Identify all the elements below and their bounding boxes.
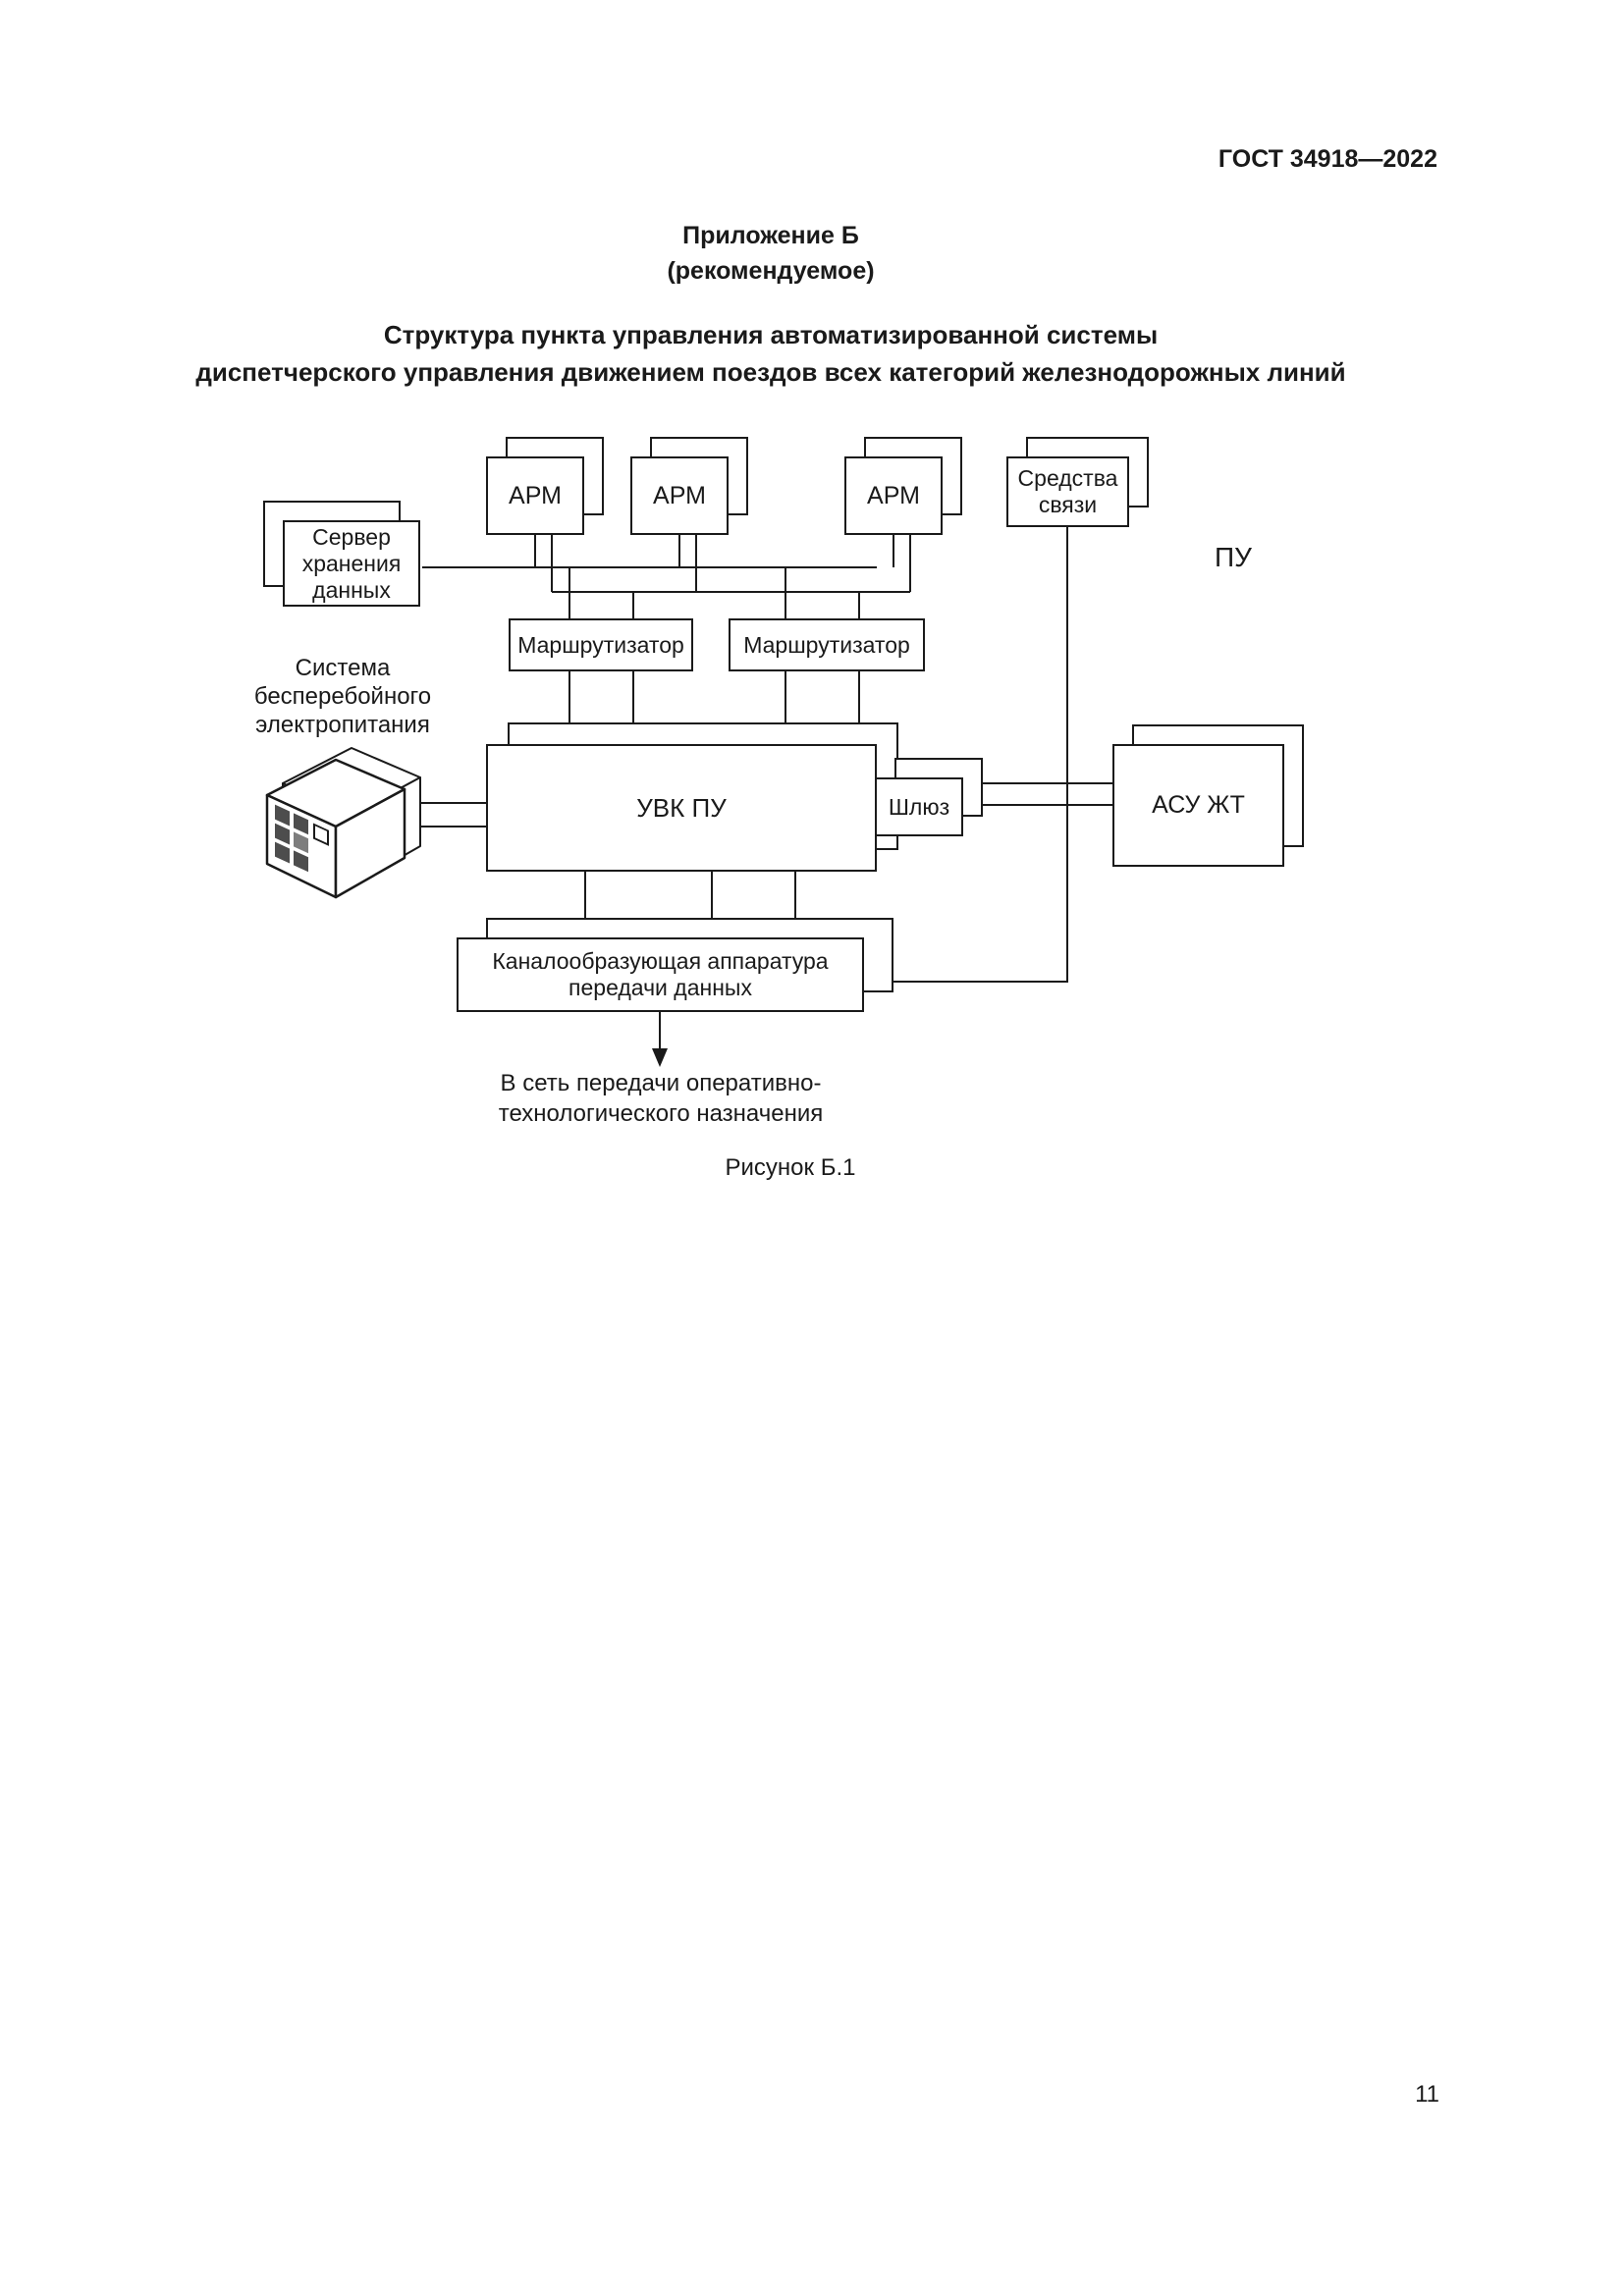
node-label: Каналообразующая аппаратура передачи данных (492, 948, 829, 1000)
node-comms (1006, 456, 1129, 527)
node-label: АРМ (653, 481, 706, 509)
node-arm-2 (630, 456, 729, 535)
node-box (844, 456, 943, 535)
node-box (283, 520, 420, 607)
ups-label: Система бесперебойного электропитания (253, 655, 432, 738)
pu-zone-label: ПУ (1215, 542, 1252, 572)
node-gateway (875, 777, 963, 836)
node-router-1 (509, 618, 693, 671)
node-label: Маршрутизатор (743, 631, 910, 658)
down-arrow (652, 1048, 668, 1067)
node-box (1006, 456, 1129, 527)
node-asu-zht (1112, 744, 1284, 867)
network-destination-label: В сеть передачи оперативно-технологического назначения (498, 1070, 824, 1127)
node-label: АРМ (509, 481, 562, 509)
node-label: АСУ ЖТ (1152, 791, 1245, 819)
figure-caption: Рисунок Б.1 (725, 1154, 856, 1181)
appendix-kind: (рекомендуемое) (667, 257, 875, 285)
node-channel-equipment (457, 937, 864, 1012)
section-title-line-1: Структура пункта управления автоматизированной системы (383, 320, 1159, 349)
node-box (486, 456, 584, 535)
node-box (875, 777, 963, 836)
node-label: УВК ПУ (636, 792, 727, 823)
node-label: АРМ (867, 481, 920, 509)
node-router-2 (729, 618, 925, 671)
node-label: Сервер хранения данных (301, 523, 402, 603)
node-box (729, 618, 925, 671)
section-title-line-2: диспетчерского управления движением поездов всех категорий железнодорожных линий (195, 357, 1346, 387)
node-box (486, 744, 877, 872)
document-header: ГОСТ 34918—2022 (1218, 145, 1437, 173)
node-box (1112, 744, 1284, 867)
node-box (457, 937, 864, 1012)
node-arm-1 (486, 456, 584, 535)
node-uvk-pu (486, 744, 877, 872)
appendix-name: Приложение Б (682, 222, 859, 249)
node-label: Шлюз (888, 793, 950, 820)
node-arm-3 (844, 456, 943, 535)
node-box (630, 456, 729, 535)
node-box (509, 618, 693, 671)
page-number: 11 (1415, 2081, 1439, 2108)
node-label: Маршрутизатор (517, 631, 684, 658)
node-server-storage (283, 520, 420, 607)
node-label: Средства связи (1017, 465, 1118, 517)
ups-3d-icon (253, 746, 430, 908)
